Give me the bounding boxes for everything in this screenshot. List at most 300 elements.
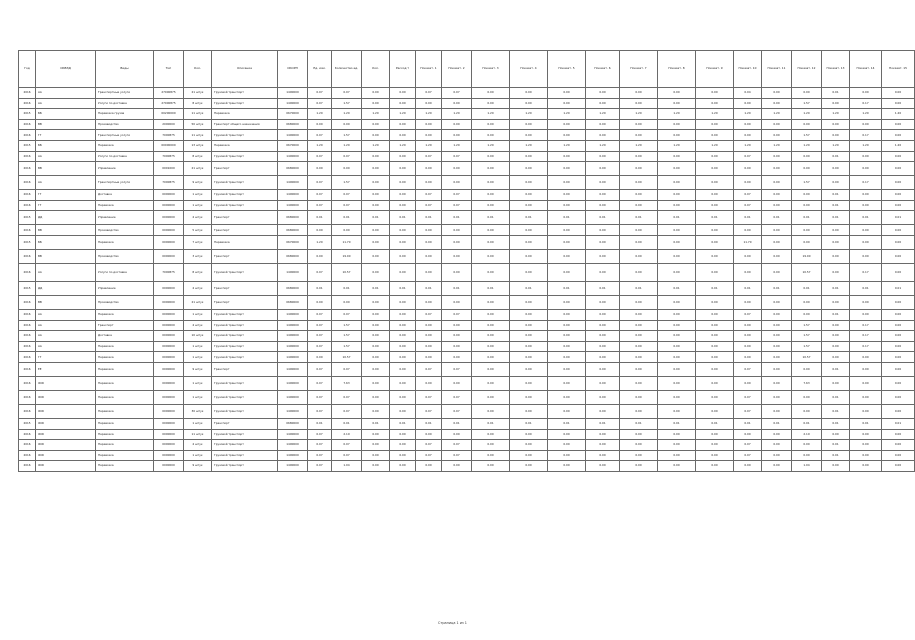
table-cell: 0.00 xyxy=(850,249,882,263)
table-cell: 0.00 xyxy=(362,119,390,130)
table-cell: 0.00 xyxy=(882,235,915,249)
table-cell: 2015 xyxy=(19,235,36,249)
table-row xyxy=(19,461,915,472)
table-cell: 0.00 xyxy=(762,450,792,461)
table-cell: 1.57 xyxy=(792,98,822,109)
table-cell: 0000000 xyxy=(154,331,184,342)
table-cell: 13 штук xyxy=(184,140,212,151)
table-cell: 0.00 xyxy=(416,461,442,472)
table-row xyxy=(19,225,915,236)
table-cell: 0.00 xyxy=(658,130,696,141)
table-cell: 0.00 xyxy=(416,352,442,363)
table-cell: 0.00 xyxy=(620,249,658,263)
table-cell: 0.00 xyxy=(472,404,510,418)
table-cell: 0.01 xyxy=(734,418,762,429)
table-cell: 0.07 xyxy=(442,404,472,418)
table-cell: 0.01 xyxy=(762,281,792,295)
table-cell: 0.00 xyxy=(620,362,658,376)
table-cell: АА xyxy=(36,151,96,162)
table-cell: 0.00 xyxy=(586,341,620,352)
table-cell: 0.07 xyxy=(416,362,442,376)
table-cell: 0.00 xyxy=(792,404,822,418)
table-cell: 0.00 xyxy=(362,249,390,263)
table-cell: 0.07 xyxy=(308,88,332,99)
table-cell: 1 штук xyxy=(184,376,212,390)
table-cell: 1.20 xyxy=(882,140,915,151)
table-cell: 0.07 xyxy=(734,404,762,418)
table-cell: Транспортные услуги xyxy=(96,176,154,190)
table-cell: 0680000 xyxy=(278,249,308,263)
table-cell: 0.07 xyxy=(416,390,442,404)
table-cell: 0.00 xyxy=(390,440,416,451)
table-cell: 0000000 xyxy=(154,390,184,404)
table-cell: 10.57 xyxy=(332,352,362,363)
table-cell: 0.00 xyxy=(762,98,792,109)
table-cell: 0.01 xyxy=(850,418,882,429)
table-cell: 0.00 xyxy=(510,119,548,130)
table-cell: 0.00 xyxy=(548,320,586,331)
table-cell: 0.00 xyxy=(390,98,416,109)
table-cell: ЖЖ xyxy=(36,404,96,418)
table-cell: 0.00 xyxy=(510,461,548,472)
table-cell: 0.00 xyxy=(390,429,416,440)
table-cell: 0.00 xyxy=(620,429,658,440)
column-header: Показат. 5 xyxy=(548,51,586,88)
table-cell: 0.00 xyxy=(696,309,734,320)
table-cell: 1.20 xyxy=(658,140,696,151)
table-cell: 0000000 xyxy=(154,281,184,295)
table-cell: 0.00 xyxy=(882,461,915,472)
table-cell: 2016 xyxy=(19,404,36,418)
table-cell: 0.00 xyxy=(510,263,548,281)
table-cell: 0.00 xyxy=(620,341,658,352)
table-cell: 0000000 xyxy=(154,190,184,201)
table-cell: Транспортные услуги xyxy=(96,88,154,99)
table-cell: 0.00 xyxy=(586,98,620,109)
table-cell: 0.01 xyxy=(822,151,850,162)
table-cell: 0.00 xyxy=(510,162,548,176)
table-cell: 0.01 xyxy=(416,211,442,225)
table-row xyxy=(19,320,915,331)
table-cell: 0.00 xyxy=(362,162,390,176)
data-table xyxy=(18,50,915,472)
table-cell: 0.00 xyxy=(850,235,882,249)
table-cell: 0000000 xyxy=(154,440,184,451)
table-cell: Перевозка xyxy=(96,440,154,451)
table-cell: 0.00 xyxy=(696,249,734,263)
table-cell: 0.00 xyxy=(510,341,548,352)
table-cell: 0.00 xyxy=(620,200,658,211)
table-cell: 0.01 xyxy=(792,418,822,429)
table-cell: 1.57 xyxy=(792,130,822,141)
table-cell: 0.00 xyxy=(390,390,416,404)
table-cell: 0.01 xyxy=(822,309,850,320)
table-cell: 11.70 xyxy=(734,235,762,249)
table-cell: 0.00 xyxy=(620,450,658,461)
table-cell: Грузовой транспорт xyxy=(212,98,278,109)
table-cell: 2015 xyxy=(19,109,36,120)
table-cell: 0000000 xyxy=(154,200,184,211)
table-cell: 0.00 xyxy=(822,235,850,249)
table-cell: 0.07 xyxy=(442,390,472,404)
table-cell: 0.00 xyxy=(658,376,696,390)
table-cell: 0.01 xyxy=(362,281,390,295)
table-body xyxy=(19,88,915,472)
table-cell: 0.01 xyxy=(696,418,734,429)
table-cell: 0.00 xyxy=(472,151,510,162)
table-cell: 0.01 xyxy=(442,281,472,295)
table-cell: 0.01 xyxy=(822,404,850,418)
table-cell: 0.00 xyxy=(658,225,696,236)
table-cell: 1.20 xyxy=(696,109,734,120)
table-cell: Грузовой транспорт xyxy=(212,130,278,141)
table-cell: 0.00 xyxy=(390,119,416,130)
table-cell: 0.00 xyxy=(822,376,850,390)
table-cell: 2016 xyxy=(19,151,36,162)
table-cell: 0.00 xyxy=(822,352,850,363)
table-cell: 0.00 xyxy=(586,362,620,376)
table-cell: 0.00 xyxy=(822,295,850,309)
table-cell: 0.00 xyxy=(762,190,792,201)
table-cell: 0.00 xyxy=(416,295,442,309)
column-header: Кол. xyxy=(362,51,390,88)
table-row xyxy=(19,200,915,211)
table-cell: 0.00 xyxy=(620,190,658,201)
table-cell: 1.20 xyxy=(792,109,822,120)
table-cell: Доставка xyxy=(96,331,154,342)
table-cell: 0.00 xyxy=(510,320,548,331)
table-cell: 0.00 xyxy=(792,200,822,211)
table-cell: 0.00 xyxy=(882,190,915,201)
table-cell: 5 штук xyxy=(184,225,212,236)
table-cell: 0.00 xyxy=(762,429,792,440)
table-cell: ВВ xyxy=(36,225,96,236)
table-cell: 0.00 xyxy=(658,352,696,363)
table-cell: 0.01 xyxy=(792,211,822,225)
table-cell: 0.01 xyxy=(620,281,658,295)
table-cell: 0000000 xyxy=(154,429,184,440)
table-row xyxy=(19,176,915,190)
table-cell: 0.00 xyxy=(882,352,915,363)
table-cell: 0.00 xyxy=(658,362,696,376)
table-cell: 0.00 xyxy=(762,263,792,281)
table-cell: 2016 xyxy=(19,190,36,201)
table-cell: 1.20 xyxy=(390,109,416,120)
table-cell: 1.57 xyxy=(792,176,822,190)
table-cell: 0.00 xyxy=(762,119,792,130)
table-cell: 0.01 xyxy=(472,281,510,295)
table-cell: 0.00 xyxy=(850,151,882,162)
table-cell: 0.00 xyxy=(390,151,416,162)
table-header xyxy=(19,51,915,88)
table-cell: 0.00 xyxy=(548,450,586,461)
table-cell: Грузовой транспорт xyxy=(212,320,278,331)
table-cell: 0000000 xyxy=(154,418,184,429)
table-cell: 0.07 xyxy=(416,190,442,201)
table-cell: 1 штук xyxy=(184,352,212,363)
table-cell: 0.00 xyxy=(416,429,442,440)
table-cell: 0.01 xyxy=(472,418,510,429)
table-cell: 0.07 xyxy=(308,440,332,451)
table-cell: Производство xyxy=(96,295,154,309)
table-cell: 0.01 xyxy=(822,418,850,429)
table-row xyxy=(19,109,915,120)
table-cell: 0.00 xyxy=(510,362,548,376)
column-header: Показат. 1 xyxy=(416,51,442,88)
table-cell: 0.07 xyxy=(734,190,762,201)
table-cell: 0.00 xyxy=(658,450,696,461)
table-cell: 1.57 xyxy=(332,341,362,352)
table-cell: 0.00 xyxy=(850,295,882,309)
table-cell: Доставка xyxy=(96,190,154,201)
table-cell: Управление xyxy=(96,162,154,176)
table-cell: 0.00 xyxy=(548,130,586,141)
table-cell: 0.00 xyxy=(416,235,442,249)
table-cell: 0.00 xyxy=(586,404,620,418)
table-cell: 0.07 xyxy=(308,429,332,440)
table-cell: 0.00 xyxy=(416,176,442,190)
table-cell: 0.01 xyxy=(762,418,792,429)
table-cell: 2016 xyxy=(19,390,36,404)
table-cell: 0.00 xyxy=(362,98,390,109)
table-cell: Грузовой транспорт xyxy=(212,429,278,440)
table-cell: Грузовой транспорт xyxy=(212,331,278,342)
table-cell: 2.19 xyxy=(792,429,822,440)
table-cell: 0.00 xyxy=(762,341,792,352)
table-row xyxy=(19,450,915,461)
table-cell: 4 штук xyxy=(184,211,212,225)
table-cell: 0.07 xyxy=(308,450,332,461)
table-cell: Грузовой транспорт xyxy=(212,440,278,451)
table-cell: ЖЖ xyxy=(36,390,96,404)
table-cell: 0.01 xyxy=(734,211,762,225)
table-cell: 1.57 xyxy=(792,320,822,331)
table-cell: Перевозка xyxy=(96,235,154,249)
table-cell: 0.00 xyxy=(472,176,510,190)
table-cell: 0.00 xyxy=(548,263,586,281)
table-cell: 0.00 xyxy=(472,200,510,211)
table-cell: 0.07 xyxy=(416,450,442,461)
table-cell: Услуги по доставке xyxy=(96,98,154,109)
table-cell: 0.00 xyxy=(696,235,734,249)
column-header: Показат. 12 xyxy=(792,51,822,88)
table-cell: 1.20 xyxy=(620,140,658,151)
table-cell: 0.00 xyxy=(472,225,510,236)
table-cell: 0.00 xyxy=(390,362,416,376)
table-cell: 0.00 xyxy=(390,249,416,263)
column-header: Показат. 4 xyxy=(510,51,548,88)
table-cell: 0.00 xyxy=(850,309,882,320)
table-cell: ББ xyxy=(36,140,96,151)
table-row xyxy=(19,362,915,376)
table-cell: 11.70 xyxy=(332,235,362,249)
column-header: Тип xyxy=(154,51,184,88)
table-cell: 0.00 xyxy=(362,331,390,342)
table-cell: 0.00 xyxy=(696,429,734,440)
table-cell: 0.00 xyxy=(734,295,762,309)
table-cell: 0.00 xyxy=(510,450,548,461)
table-cell: 8 штук xyxy=(184,151,212,162)
table-cell: 0.00 xyxy=(734,176,762,190)
table-cell: 0.01 xyxy=(416,418,442,429)
table-cell: Грузовой транспорт xyxy=(212,200,278,211)
table-cell: 0.00 xyxy=(762,88,792,99)
table-cell: 0.00 xyxy=(734,162,762,176)
table-cell: 1 штук xyxy=(184,309,212,320)
table-cell: 0670000 xyxy=(278,109,308,120)
table-cell: 2015 xyxy=(19,418,36,429)
table-cell: 1.20 xyxy=(882,109,915,120)
table-cell: 0000000 xyxy=(154,235,184,249)
table-row xyxy=(19,98,915,109)
table-cell: 0.00 xyxy=(792,190,822,201)
table-row xyxy=(19,151,915,162)
table-cell: Грузовой транспорт xyxy=(212,341,278,352)
table-cell: 7000875 xyxy=(154,263,184,281)
table-cell: 0.01 xyxy=(390,418,416,429)
table-cell: 0.00 xyxy=(442,295,472,309)
table-cell: 0.00 xyxy=(792,151,822,162)
table-cell: 0.00 xyxy=(762,461,792,472)
table-cell: 0.00 xyxy=(762,404,792,418)
table-row xyxy=(19,281,915,295)
table-cell: 0.01 xyxy=(762,211,792,225)
table-cell: 1.20 xyxy=(734,109,762,120)
table-cell: 0.00 xyxy=(696,98,734,109)
table-cell: 2016 xyxy=(19,341,36,352)
table-cell: 0000000 xyxy=(154,461,184,472)
table-cell: 0.00 xyxy=(362,225,390,236)
table-cell: 0.01 xyxy=(792,281,822,295)
table-cell: 0.00 xyxy=(792,119,822,130)
table-cell: 0.00 xyxy=(472,130,510,141)
table-cell: ДД xyxy=(36,281,96,295)
column-header: Показат. 9 xyxy=(696,51,734,88)
table-cell: 0.00 xyxy=(362,309,390,320)
table-cell: 1490000 xyxy=(278,450,308,461)
table-cell: 1.20 xyxy=(548,140,586,151)
column-header: Показат. 7 xyxy=(620,51,658,88)
table-cell: 2016 xyxy=(19,88,36,99)
table-cell: 2000000 xyxy=(154,119,184,130)
table-row xyxy=(19,88,915,99)
table-cell: 0.07 xyxy=(308,376,332,390)
table-cell: АА xyxy=(36,88,96,99)
table-cell: 0.00 xyxy=(850,88,882,99)
table-cell: 0.01 xyxy=(308,281,332,295)
table-cell: 0.17 xyxy=(850,176,882,190)
table-cell: 0.01 xyxy=(548,418,586,429)
table-cell: 0.00 xyxy=(696,320,734,331)
table-cell: 1490000 xyxy=(278,309,308,320)
table-cell: 0.00 xyxy=(548,341,586,352)
table-cell: 0.00 xyxy=(792,162,822,176)
table-cell: 0.00 xyxy=(362,450,390,461)
table-cell: 10 штук xyxy=(184,331,212,342)
table-cell: 0.00 xyxy=(620,263,658,281)
table-row xyxy=(19,352,915,363)
table-cell: 0.00 xyxy=(620,352,658,363)
table-cell: Перевозка xyxy=(96,418,154,429)
table-cell: 0.07 xyxy=(332,404,362,418)
table-cell: 0.00 xyxy=(734,461,762,472)
table-cell: Управление xyxy=(96,211,154,225)
table-cell: 0.00 xyxy=(696,404,734,418)
table-cell: 0.00 xyxy=(510,130,548,141)
header-row xyxy=(19,51,915,88)
table-cell: 21 штук xyxy=(184,162,212,176)
table-cell: ВВ xyxy=(36,162,96,176)
table-cell: 2016 xyxy=(19,225,36,236)
table-cell: 0.00 xyxy=(822,119,850,130)
table-cell: 0.00 xyxy=(850,429,882,440)
table-cell: 0.07 xyxy=(442,440,472,451)
table-cell: 0.00 xyxy=(762,249,792,263)
table-cell: 0.00 xyxy=(620,88,658,99)
column-header: Показат. 14 xyxy=(850,51,882,88)
table-cell: 2016 xyxy=(19,162,36,176)
table-cell: 2016 xyxy=(19,98,36,109)
column-header: Описание xyxy=(212,51,278,88)
table-cell: 1.20 xyxy=(762,109,792,120)
table-cell: 0.00 xyxy=(510,235,548,249)
table-cell: 0.00 xyxy=(442,225,472,236)
table-cell: 0.01 xyxy=(822,362,850,376)
table-cell: 0.00 xyxy=(658,151,696,162)
table-cell: 0.00 xyxy=(362,130,390,141)
table-cell: Грузовой транспорт xyxy=(212,190,278,201)
table-cell: 0.00 xyxy=(510,376,548,390)
column-header: Показат. 10 xyxy=(734,51,762,88)
column-header: Показат. 6 xyxy=(586,51,620,88)
column-header: Показат. 3 xyxy=(472,51,510,88)
table-cell: 1.20 xyxy=(822,109,850,120)
table-cell: 1490000 xyxy=(278,98,308,109)
table-cell: 0.00 xyxy=(620,461,658,472)
table-cell: 0.00 xyxy=(822,176,850,190)
table-cell: 0.07 xyxy=(734,362,762,376)
table-cell: 0.00 xyxy=(850,352,882,363)
table-cell: 0.00 xyxy=(442,235,472,249)
table-cell: 1490000 xyxy=(278,176,308,190)
table-cell: 0.00 xyxy=(882,429,915,440)
table-cell: 1.20 xyxy=(510,109,548,120)
table-row xyxy=(19,249,915,263)
table-cell: 4 штук xyxy=(184,320,212,331)
table-row xyxy=(19,309,915,320)
column-header: Показат. 15 xyxy=(882,51,915,88)
table-cell: 2016 xyxy=(19,450,36,461)
table-cell: ЖЖ xyxy=(36,440,96,451)
table-cell: Транспорт xyxy=(212,162,278,176)
table-cell: 2016 xyxy=(19,176,36,190)
table-cell: 0.17 xyxy=(850,263,882,281)
table-cell: Перевозка xyxy=(212,109,278,120)
table-cell: 0.00 xyxy=(548,190,586,201)
table-cell: 0.00 xyxy=(416,130,442,141)
table-cell: 0.00 xyxy=(416,331,442,342)
table-cell: Грузовой транспорт xyxy=(212,404,278,418)
table-cell: АА xyxy=(36,309,96,320)
table-cell: 0.00 xyxy=(510,331,548,342)
table-cell: Производство xyxy=(96,225,154,236)
table-cell: 0.00 xyxy=(442,249,472,263)
table-cell: 0.07 xyxy=(332,190,362,201)
table-cell: 0.00 xyxy=(882,440,915,451)
table-cell: 0.00 xyxy=(442,130,472,141)
column-header: ОКВЭД xyxy=(36,51,96,88)
table-cell: 0.00 xyxy=(416,225,442,236)
